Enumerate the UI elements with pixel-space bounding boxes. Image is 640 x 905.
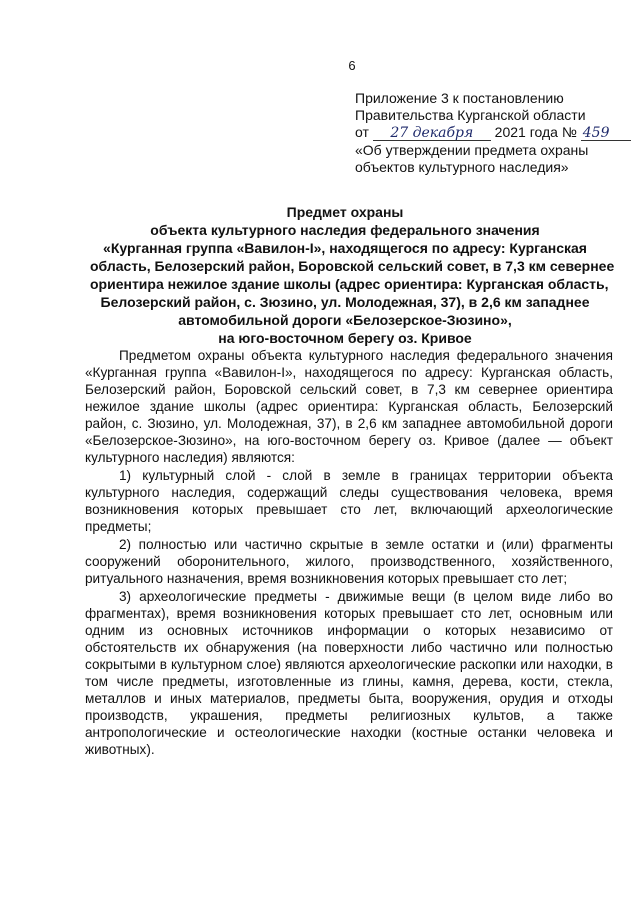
document-body — [85, 347, 613, 759]
title-line: ориентира нежилое здание школы (адрес ориентира: Курганская область, — [90, 276, 609, 292]
title-line: «Курганная группа «Вавилон-I», находящегося по адресу: Курганская — [103, 240, 587, 256]
document-title — [90, 203, 615, 347]
body-paragraph-item-2: 2) полностью или частично скрытые в земле остатки и (или) фрагменты сооружений оборонительного, жилого, производственного, хозяйственного, ритуального назначения, время возникновения которых превышает сто лет; — [85, 537, 613, 586]
body-paragraph-item-3: 3) археологические предметы - движимые вещи (в целом виде либо во фрагментах), время возникновения которых превышает сто лет, основным или одним из основных источников информации о которых независимо от обстоятельств их обнаружения (на поверхности либо частично или полностью сокрытыми в культурном слое) являются археологические раскопки или находки, в том числе предметы, изготовленные из глины, камня, дерева, кости, стекла, металлов и иных материалов, предметы быта, вооружения, орудия и отходы производств, украшения, предметы религиозных культов, а также антропологические и остеологические находки (костные останки человека и животных). — [85, 589, 613, 757]
title-line: автомобильной дороги «Белозерское-Зюзино», — [178, 312, 512, 328]
page-number: 6 — [348, 58, 356, 73]
appendix-line-2: Правительства Курганской области — [355, 107, 586, 123]
appendix-line-4: «Об утверждении предмета охраны — [355, 142, 589, 158]
appendix-year-label: 2021 года № — [494, 124, 577, 140]
appendix-date-line — [355, 124, 625, 142]
body-paragraph-intro: Предметом охраны объекта культурного наследия федерального значения «Курганная группа «Вавилон-I», находящегося по адресу: Курганская область, Белозерский район, Боровской сельский совет, в 7,3 км севернее ориентира нежилое здание школы (адрес ориентира: Курганская область, Белозерский район, с. Зюзино, ул. Молодежная, 37), в 2,6 км западнее автомобильной дороги «Белозерское-Зюзино», на юго-восточном берегу оз. Кривое (далее — объект культурного наследия) являются: — [85, 348, 613, 465]
title-line: Предмет охраны — [286, 204, 404, 220]
title-line: область, Белозерский район, Боровской сельский совет, в 7,3 км севернее — [90, 258, 615, 274]
appendix-line-1: Приложение 3 к постановлению — [355, 90, 564, 106]
appendix-line-5: объектов культурного наследия» — [355, 159, 569, 175]
handwritten-date: 27 декабря — [373, 125, 491, 142]
appendix-header — [355, 90, 625, 176]
appendix-from-label: от — [355, 124, 369, 140]
title-line: Белозерский район, с. Зюзино, ул. Молодежная, 37), в 2,6 км западнее — [100, 294, 590, 310]
handwritten-number: 459 — [581, 125, 631, 142]
title-line: объекта культурного наследия федерального значения — [150, 222, 540, 238]
body-paragraph-item-1: 1) культурный слой - слой в земле в границах территории объекта культурного наследия, содержащий следы существования человека, время возникновения которых превышает сто лет, включающий археологические предметы; — [85, 468, 613, 534]
title-line: на юго-восточном берегу оз. Кривое — [218, 330, 472, 346]
